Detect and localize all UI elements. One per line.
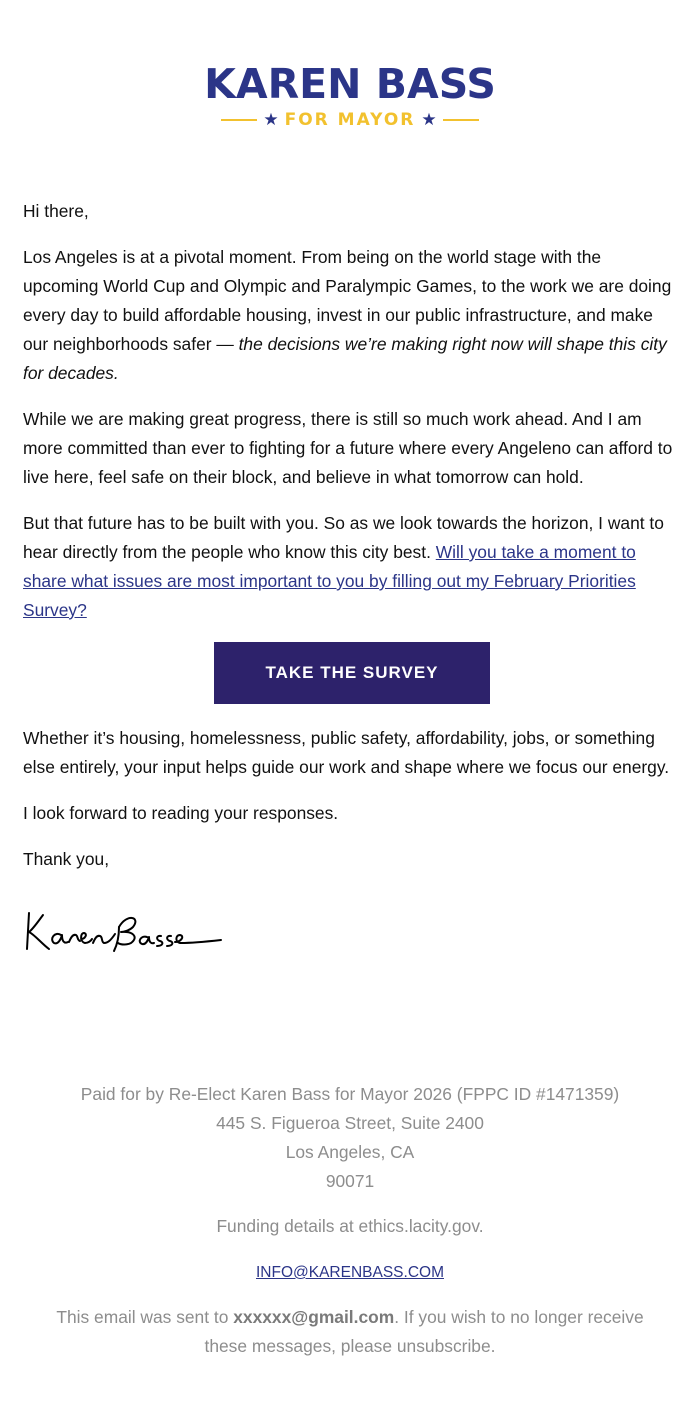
greeting: Hi there, — [23, 201, 89, 221]
logo-name: KAREN BASS — [204, 60, 496, 108]
paragraph-1-emphasis: the decisions we’re making right now will shape this city for decades. — [23, 334, 667, 383]
logo-subtitle: FOR MAYOR — [284, 110, 416, 130]
address-line-2: Los Angeles, CA — [285, 1142, 415, 1162]
survey-link[interactable]: Will you take a moment to share what issues are most important to you by filling out my February Priorities Survey? — [23, 542, 636, 620]
paid-for-text: Paid for by Re-Elect Karen Bass for Mayor 2026 (FPPC ID #1471359) — [80, 1084, 620, 1104]
paragraph-3 — [23, 509, 681, 625]
closing: Thank you, — [23, 849, 110, 869]
paragraph-4: Whether it’s housing, homelessness, public safety, affordability, jobs, or something else entirely, your input helps guide our work and shape where we focus our energy. — [23, 728, 670, 777]
cta-wrapper — [23, 642, 681, 704]
contact-email-row — [0, 1257, 700, 1287]
paragraph-5: I look forward to reading your responses. — [23, 803, 339, 823]
sent-to-prefix: This email was sent to — [56, 1307, 234, 1327]
paragraph-2: While we are making great progress, there is still so much work ahead. And I am more committed than ever to fighting for a future where every Angeleno can afford to live here, feel safe on their block, and believe in what tomorrow can hold. — [23, 409, 673, 487]
take-survey-button[interactable]: TAKE THE SURVEY — [214, 642, 490, 704]
campaign-logo — [0, 60, 700, 132]
address-zip: 90071 — [325, 1171, 375, 1191]
star-icon: ★ — [263, 110, 279, 129]
funding-details: Funding details at ethics.lacity.gov. — [216, 1216, 484, 1236]
email-body — [23, 197, 681, 964]
sent-to-notice — [0, 1303, 700, 1361]
signature-image — [23, 905, 223, 955]
logo-left-line — [221, 119, 257, 121]
footer-disclosure — [0, 1080, 700, 1196]
logo-right-line — [443, 119, 479, 121]
logo-subtitle-row — [0, 108, 700, 132]
contact-email-link[interactable]: INFO@KARENBASS.COM — [256, 1264, 444, 1281]
recipient-email: xxxxxx@gmail.com — [233, 1307, 395, 1327]
email-footer — [0, 1080, 700, 1377]
sent-to-suffix: . If you wish to no longer receive these messages, please unsubscribe. — [204, 1307, 644, 1356]
address-line-1: 445 S. Figueroa Street, Suite 2400 — [216, 1113, 484, 1133]
paragraph-3-text: But that future has to be built with you. So as we look towards the horizon, I want to hear directly from the people who know this city best. — [23, 513, 664, 562]
star-icon: ★ — [421, 110, 437, 129]
paragraph-1 — [23, 243, 681, 388]
paragraph-1-text: Los Angeles is at a pivotal moment. From being on the world stage with the upcoming World Cup and Olympic and Paralympic Games, to the work we are doing every day to build affordable housing, invest in our public infrastructure, and make our neighborhoods safer — — [23, 247, 672, 354]
